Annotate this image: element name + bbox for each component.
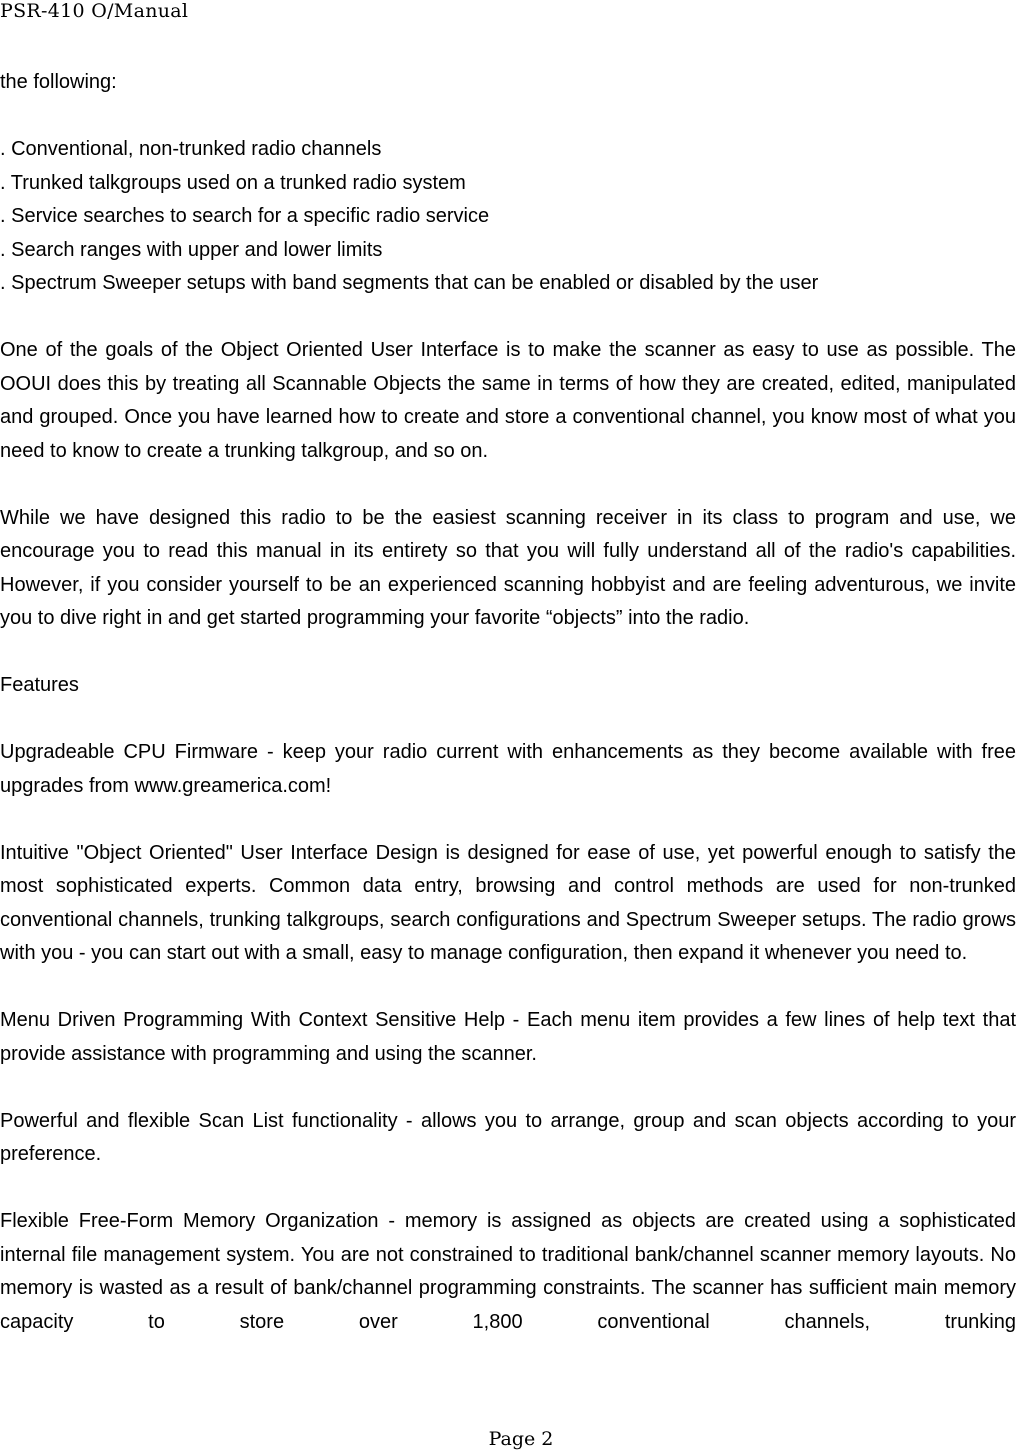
list-item: . Service searches to search for a specific radio service <box>0 205 490 227</box>
memory-organization-feature-paragraph: Flexible Free-Form Memory Organization - memory is assigned as objects are created using a sophisticated internal file management system. You are not constrained to traditional bank/channel scanner memory layouts. No memory is wasted as a result of bank/channel programming constraints. The scanner has sufficient main memory capacity to store over 1,800 conventional channels, trunking <box>0 1210 1016 1333</box>
features-heading: Features <box>0 674 79 696</box>
document-header: PSR-410 O/Manual <box>0 0 189 22</box>
list-item: . Trunked talkgroups used on a trunked radio system <box>0 171 466 194</box>
page-number: Page 2 <box>488 1428 554 1450</box>
page-body <box>0 66 1016 1373</box>
menu-programming-feature-paragraph: Menu Driven Programming With Context Sensitive Help - Each menu item provides a few lines of help text that provide assistance with programming and using the scanner. <box>0 1009 1016 1065</box>
list-item: . Spectrum Sweeper setups with band segments that can be enabled or disabled by the user <box>0 272 819 294</box>
intuitive-ui-feature-paragraph: Intuitive "Object Oriented" User Interface Design is designed for ease of use, yet powerful enough to satisfy the most sophisticated experts. Common data entry, browsing and control methods are used for non-trunked conventional channels, trunking talkgroups, search configurations and Spectrum Sweeper setups. The radio grows with you - you can start out with a small, easy to manage configuration, then expand it whenever you need to. <box>0 841 1016 964</box>
scan-list-feature-paragraph: Powerful and flexible Scan List functionality - allows you to arrange, group and scan objects according to your preference. <box>0 1109 1016 1165</box>
object-type-list <box>0 133 1016 301</box>
list-item: . Search ranges with upper and lower limits <box>0 238 383 261</box>
ooui-goals-paragraph: One of the goals of the Object Oriented User Interface is to make the scanner as easy to use as possible. The OOUI does this by treating all Scannable Objects the same in terms of how they are created, edited, manipulated and grouped. Once you have learned how to create and store a conventional channel, you know most of what you need to know to create a trunking talkgroup, and so on. <box>0 339 1016 462</box>
intro-text: the following: <box>0 71 117 93</box>
firmware-feature-paragraph: Upgradeable CPU Firmware - keep your radio current with enhancements as they become available with free upgrades from www.greamerica.com! <box>0 741 1016 797</box>
list-item: . Conventional, non-trunked radio channels <box>0 138 382 160</box>
read-manual-paragraph: While we have designed this radio to be the easiest scanning receiver in its class to program and use, we encourage you to read this manual in its entirety so that you will fully understand all of the radio's capabilities. However, if you consider yourself to be an experienced scanning hobbyist and are feeling adventurous, we invite you to dive right in and get started programming your favorite “objects” into the radio. <box>0 506 1016 629</box>
